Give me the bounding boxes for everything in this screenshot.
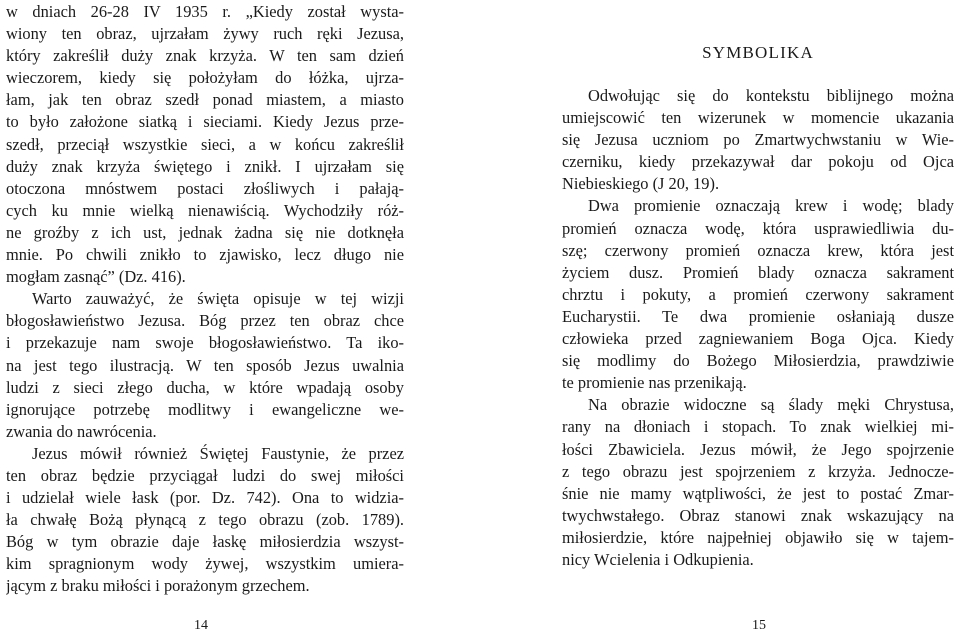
text-line: i przekazuje nam swoje błogosławieństwo. Ta iko- — [6, 333, 404, 353]
text-line: mnie. Po chwili znikło to zjawisko, lecz długo nie — [6, 245, 404, 265]
text-line: w dniach 26-28 IV 1935 r. „Kiedy został wysta- — [6, 2, 404, 21]
text-line: wieczorem, kiedy się położyłam do łóżka, ujrza- — [6, 68, 404, 88]
text-line: ludzi z sieci złego ducha, w które wpadają osoby — [6, 377, 404, 397]
text-line: kim spragnionym wody żywej, wszystkim umiera- — [6, 554, 404, 574]
text-line: wiony ten obraz, ujrzałam żywy ruch ręki Jezusa, — [6, 24, 404, 44]
text-line: który zakreślił duży znak krzyża. W ten sam dzień — [6, 46, 404, 66]
text-line: ignorujące potrzebę modlitwy i ewangeliczne we- — [6, 399, 404, 419]
text-line: szedł, przeciął wszystkie sieci, a w końcu zakreślił — [6, 134, 404, 154]
text-line: ła chwałę Bożą płynącą z tego obrazu (zob. 1789). — [6, 510, 404, 530]
text-line: jącym z braku miłości i porażonym grzechem. — [6, 576, 310, 596]
text-line: łości Zbawiciela. Jezus mówił, że Jego spojrzenie — [562, 439, 954, 459]
text-line: życiem dusz. Promień blady oznacza sakrament — [562, 262, 954, 282]
text-line: Na obrazie widoczne są ślady męki Chrystusa, — [588, 395, 954, 415]
text-line: otoczona mnóstwem postaci złośliwych i pałają- — [6, 178, 404, 198]
text-line: ne groźby z ich ust, jednak żadna się nie dotknęła — [6, 222, 404, 242]
text-line: Dwa promienie oznaczają krew i wodę; blady — [588, 196, 954, 216]
text-line: twychwstałego. Obraz stanowi znak wskazujący na — [562, 505, 954, 525]
text-line: duży znak krzyża świętego i znikł. I ujrzałam się — [6, 156, 404, 176]
text-line: się Jezusa uczniom po Zmartwychwstaniu w Wie- — [562, 130, 954, 150]
text-line: Warto zauważyć, że święta opisuje w tej wizji — [32, 289, 404, 309]
left-page-text — [6, 1, 404, 598]
text-line: chrztu i pokuty, a promień czerwony sakrament — [562, 284, 954, 304]
page-number-right: 15 — [752, 618, 766, 633]
text-line: promień oznacza wodę, która usprawiedliwia du- — [562, 218, 954, 238]
text-line: czerniku, kiedy przekazywał dar pokoju od Ojca — [562, 152, 954, 172]
text-line: mogłam zasnąć” (Dz. 416). — [6, 267, 186, 287]
text-line: Jezus mówił również Świętej Faustynie, że przez — [32, 443, 404, 463]
text-line: śnie nie mamy wątpliwości, że jest to postać Zmar- — [562, 483, 954, 503]
text-line: to było założone siatką i sieciami. Kiedy Jezus prze- — [6, 112, 404, 132]
text-line: Niebieskiego (J 20, 19). — [562, 174, 720, 194]
right-page-text — [562, 85, 954, 571]
text-line: Eucharystii. Te dwa promienie osłaniają dusze — [562, 306, 954, 326]
text-line: miłosierdzie, które najpełniej objawiło się w tajem- — [562, 527, 954, 547]
text-line: Odwołując się do kontekstu biblijnego można — [588, 86, 954, 105]
text-line: cych ku mnie wielką nienawiścią. Wychodziły róż- — [6, 200, 404, 220]
text-line: błogosławieństwo Jezusa. Bóg przez ten obraz chce — [6, 311, 404, 331]
text-line: na jest tego ilustracją. W ten sposób Jezus uwalnia — [6, 355, 404, 375]
text-line: z tego obrazu jest spojrzeniem z krzyża. Jednocze- — [562, 461, 954, 481]
text-line: zwania do nawrócenia. — [6, 421, 157, 441]
text-line: się modlimy do Bożego Miłosierdzia, prawdziwie — [562, 351, 954, 371]
page-number-left: 14 — [194, 618, 208, 633]
text-line: nicy Wcielenia i Odkupienia. — [562, 549, 754, 569]
text-line: łam, jak ten obraz szedł ponad miastem, a miasto — [6, 90, 404, 110]
text-line: szę; czerwony promień oznacza krew, która jest — [562, 240, 954, 260]
text-line: i udzielał wiele łask (por. Dz. 742). Ona to widzia- — [6, 488, 404, 508]
text-line: umiejscowić ten wizerunek w momencie ukazania — [562, 108, 954, 128]
section-heading: SYMBOLIKA — [702, 43, 814, 62]
text-line: rany na dłoniach i stopach. To znak wielkiej mi- — [562, 417, 954, 437]
text-line: ten obraz będzie przyciągał ludzi do swej miłości — [6, 465, 404, 485]
text-line: te promienie nas przenikają. — [562, 373, 747, 393]
text-line: człowieka przed zagniewaniem Boga Ojca. Kiedy — [562, 329, 954, 349]
text-line: Bóg w tym obrazie daje łaskę miłosierdzia wszyst- — [6, 532, 404, 552]
